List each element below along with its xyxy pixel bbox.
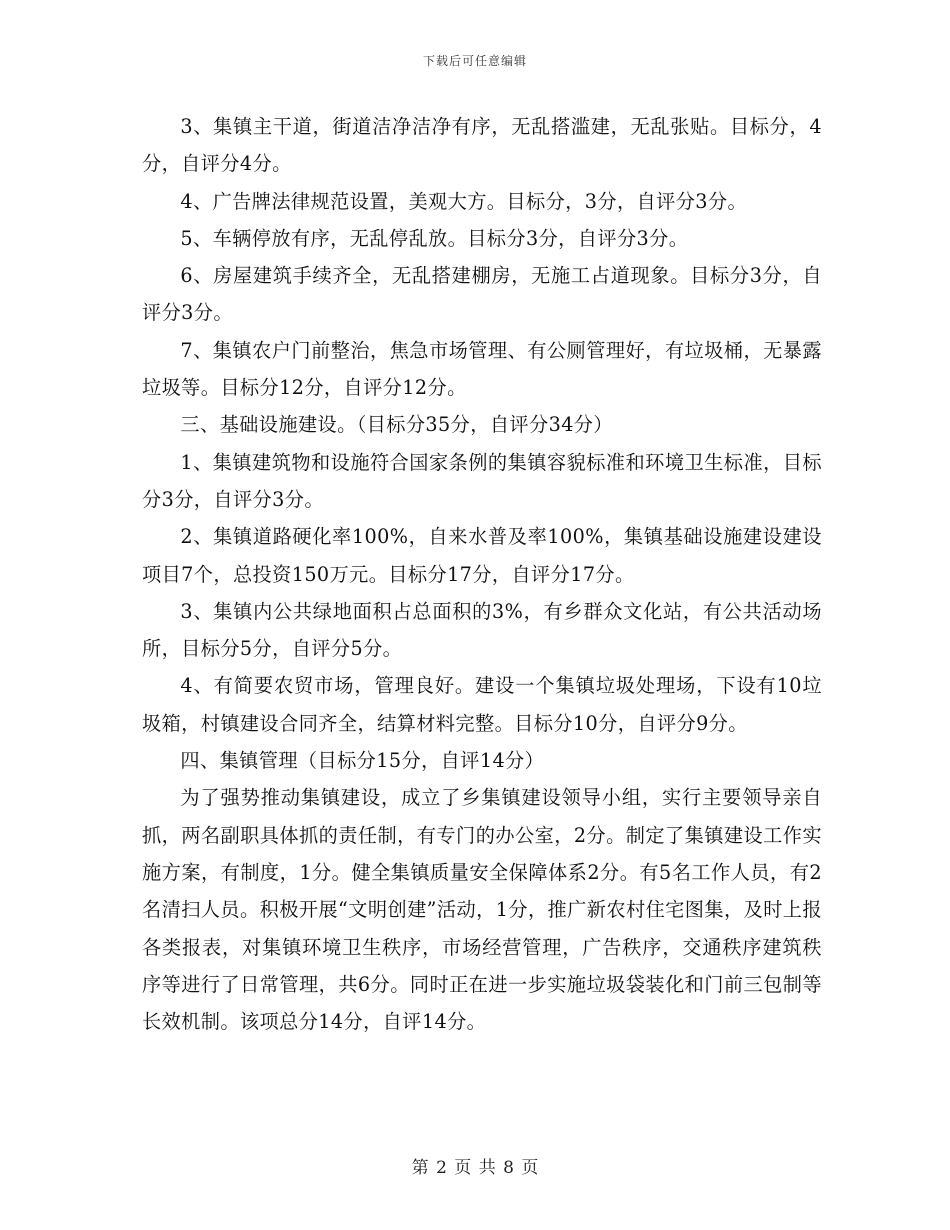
paragraph-management-body: 为了强势推动集镇建设，成立了乡集镇建设领导小组，实行主要领导亲自抓，两名副职具体抓的责任制，有专门的办公室，2分。制定了集镇建设工作实施方案，有制度，1分。健全集镇质量安全保障体系2分。有5名工作人员，有2名清扫人员。积极开展“文明创建”活动，1分，推广新农村住宅图集，及时上报各类报表，对集镇环境卫生秩序，市场经营管理，广告秩序，交通秩序建筑秩序等进行了日常管理，共6分。同时正在进一步实施垃圾袋装化和门前三包制等长效机制。该项总分14分，自评14分。 [142,786,822,1034]
paragraph-item-5-vehicle-parking: 5、车辆停放有序，无乱停乱放。目标分3分，自评分3分。 [180,226,689,250]
section-heading-infrastructure: 三、基础设施建设。（目标分35分，自评分34分） [180,413,613,437]
page-header-note: 下载后可任意编辑 [422,54,527,68]
paragraph-item-7-household-frontage: 7、集镇农户门前整治，焦急市场管理、有公厕管理好，有垃圾桶，无暴露垃圾等。目标分12分，自评分12分。 [142,338,822,400]
paragraph-infra-item-2: 2、集镇道路硬化率100%，自来水普及率100%，集镇基础设施建设建设项目7个，总投资150万元。目标分17分，自评分17分。 [142,525,822,586]
paragraph-item-3-main-road: 3、集镇主干道，街道洁净洁净有序，无乱搭滥建，无乱张贴。目标分，4分，自评分4分。 [142,115,822,176]
document-body [142,108,822,1040]
section-heading-town-management: 四、集镇管理（目标分15分，自评14分） [180,749,545,773]
paragraph-item-6-buildings: 6、房屋建筑手续齐全，无乱搭建棚房，无施工占道现象。目标分3分，自评分3分。 [142,264,822,325]
paragraph-infra-item-4: 4、有简要农贸市场，管理良好。建设一个集镇垃圾处理场，下设有10垃圾箱，村镇建设合同齐全，结算材料完整。目标分10分，自评分9分。 [142,674,822,735]
paragraph-infra-item-1: 1、集镇建筑物和设施符合国家条例的集镇容貌标准和环境卫生标准，目标分3分，自评分3分。 [142,450,822,511]
paragraph-item-4-billboards: 4、广告牌法律规范设置，美观大方。目标分，3分，自评分3分。 [180,189,748,213]
paragraph-infra-item-3: 3、集镇内公共绿地面积占总面积的3%，有乡群众文化站，有公共活动场所，目标分5分，自评分5分。 [142,599,822,661]
page-number: 第 2 页 共 8 页 [411,1158,539,1178]
